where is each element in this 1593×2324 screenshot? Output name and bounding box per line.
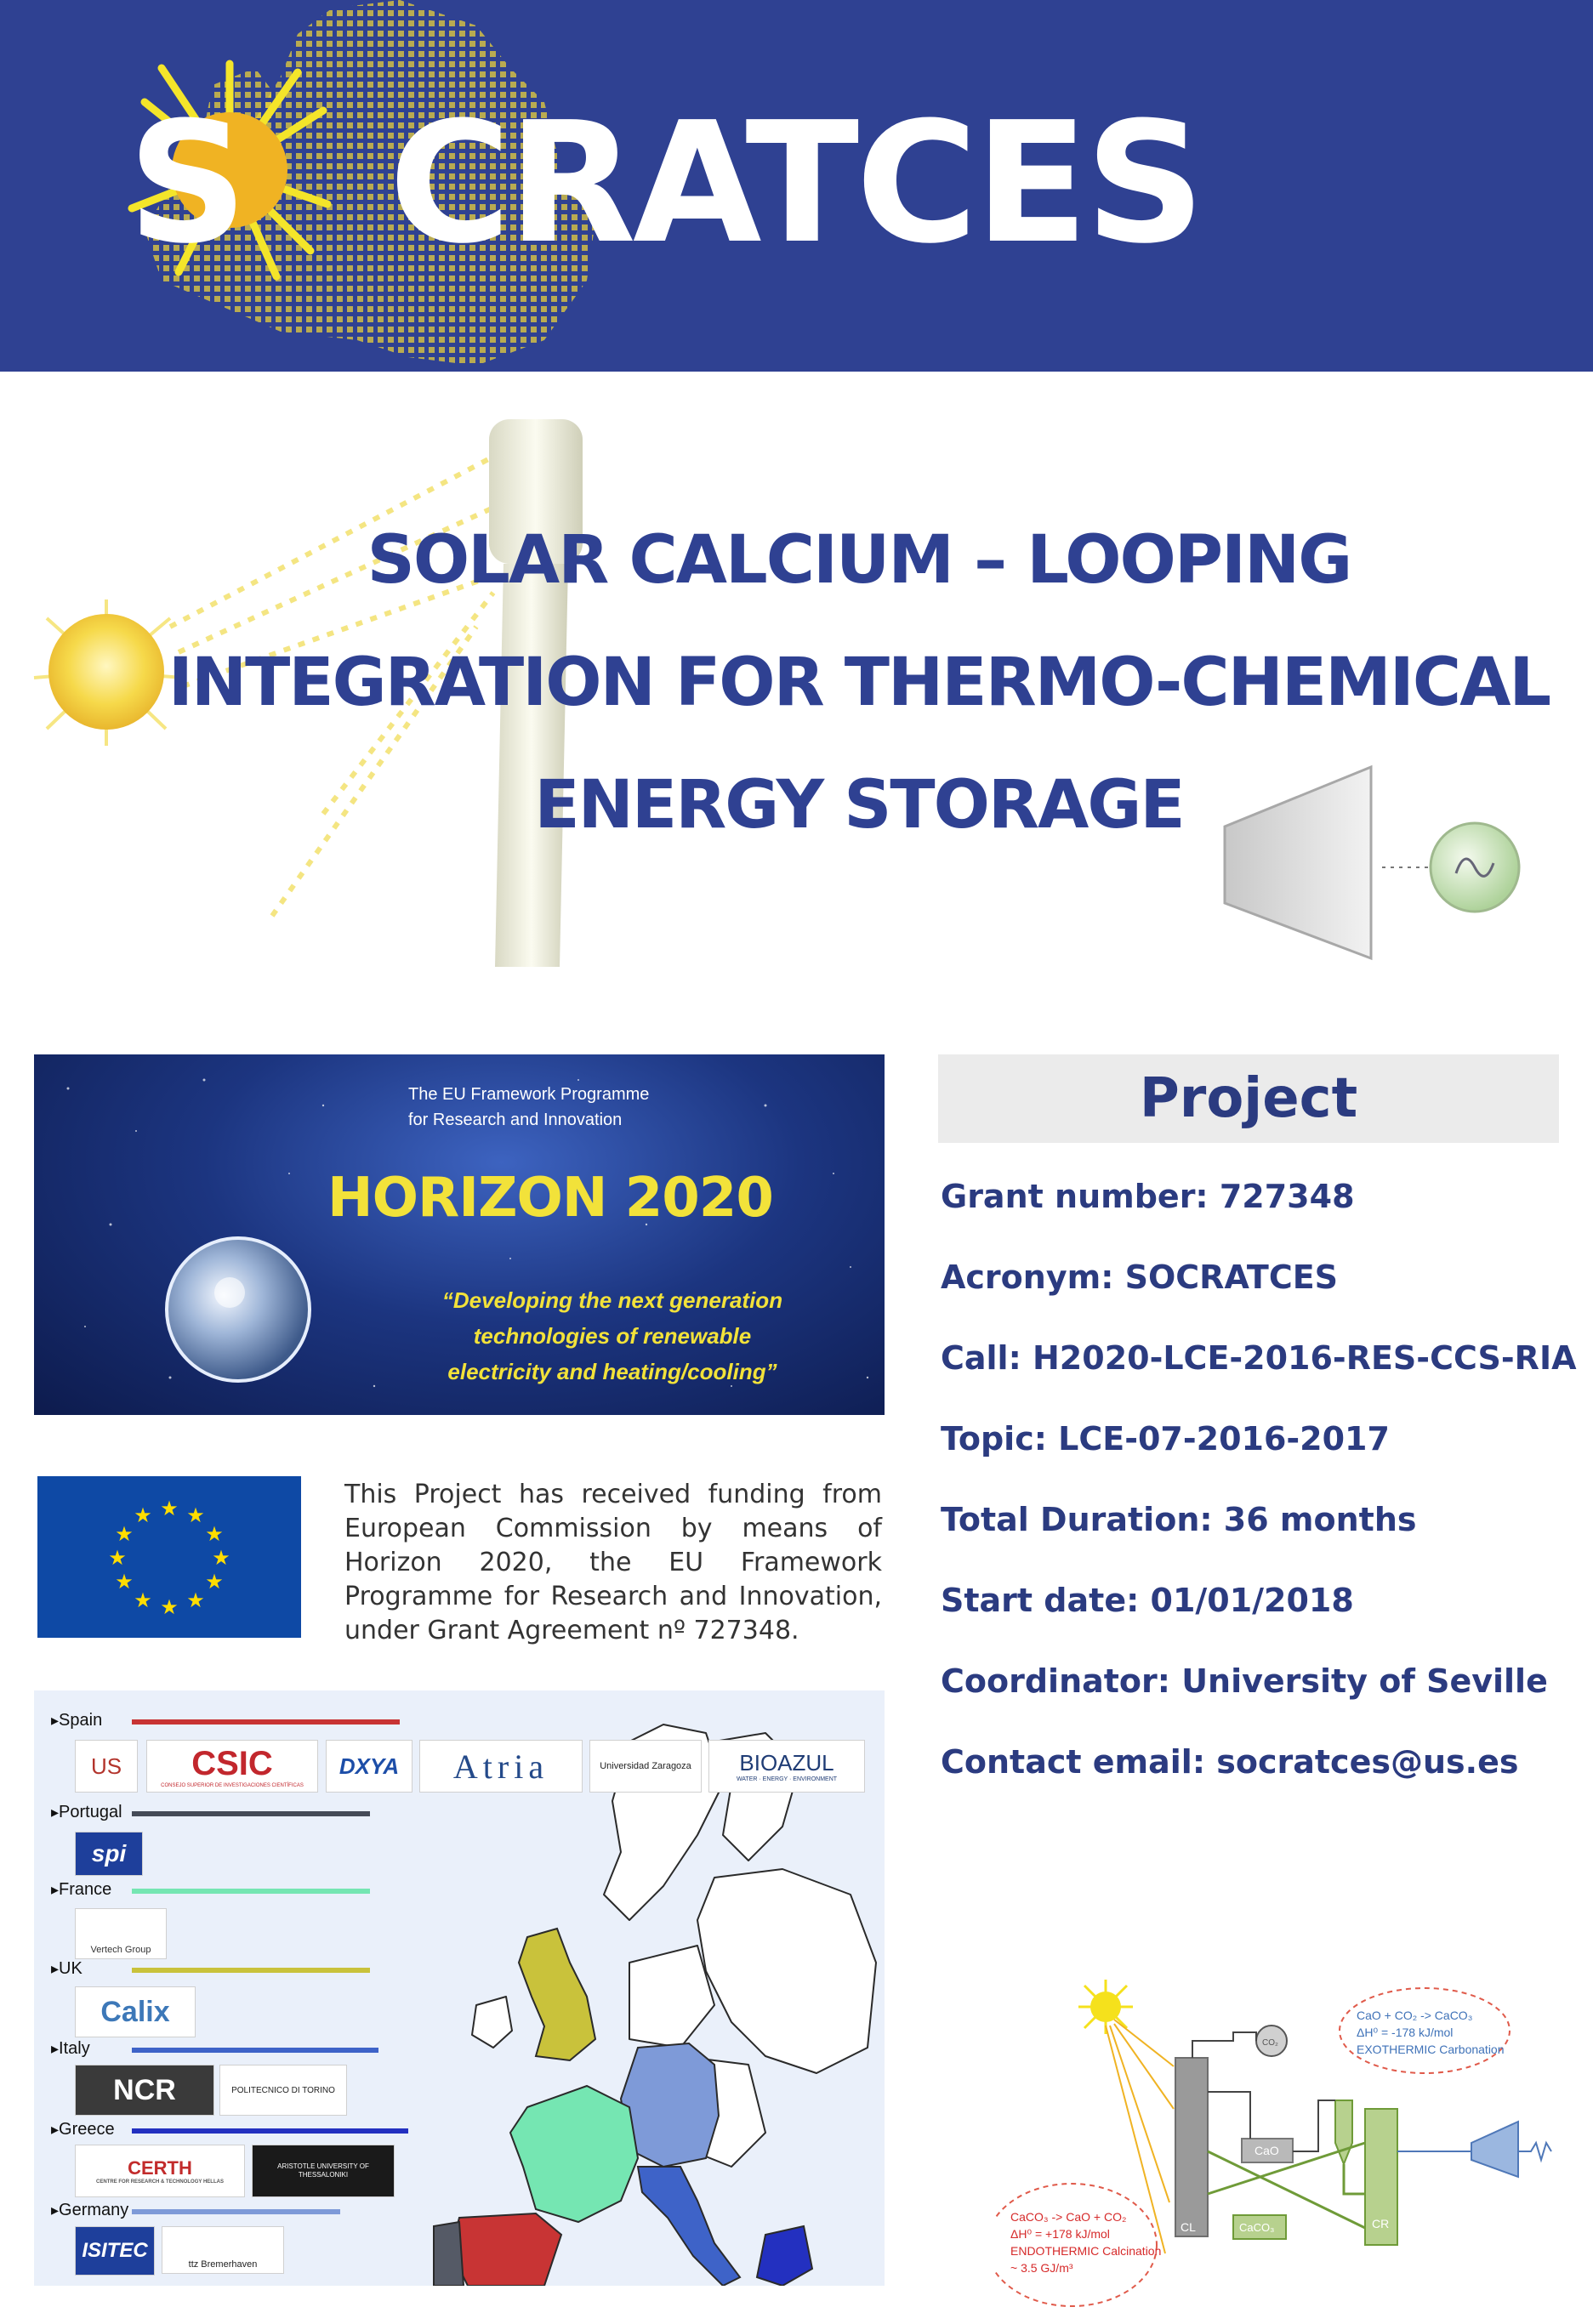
calcination-enthalpy: ΔH⁰ = +178 kJ/mol (1010, 2227, 1110, 2241)
diagram-label-cao: CaO (1254, 2144, 1279, 2157)
svg-text:★: ★ (115, 1522, 134, 1546)
logo-ttz: ttz Bremerhaven (162, 2226, 284, 2274)
logo-certh (75, 2145, 245, 2197)
logo-wordmark (128, 87, 1202, 281)
fact-start-date: Start date: 01/01/2018 (941, 1582, 1354, 1619)
portugal-region (434, 2222, 464, 2286)
logo-text-rest: CRATCES (389, 87, 1202, 281)
calcium-looping-diagram (995, 1973, 1556, 2313)
svg-text:★: ★ (108, 1546, 127, 1570)
country-line-italy (132, 2048, 378, 2053)
fact-contact-email: Contact email: socratces@us.es (941, 1743, 1519, 1781)
carbonation-label: EXOTHERMIC Carbonation (1357, 2043, 1505, 2056)
country-france: ▸ France (51, 1880, 111, 1900)
svg-text:★: ★ (115, 1570, 134, 1594)
country-line-germany (132, 2209, 340, 2214)
fact-topic: Topic: LCE-07-2016-2017 (941, 1420, 1390, 1457)
svg-text:★: ★ (205, 1522, 224, 1546)
project-title: SOLAR CALCIUM – LOOPING INTEGRATION FOR THERMO-CHEMICAL ENERGY STORAGE (168, 522, 1550, 844)
logo-calix: Calix (75, 1986, 196, 2037)
svg-text:★: ★ (186, 1588, 205, 1612)
france-region (510, 2086, 638, 2222)
logo-bioazul (708, 1740, 865, 1793)
logo-dxya: DXYA (326, 1740, 412, 1793)
country-line-spain (132, 1719, 400, 1725)
horizon-quote: “Developing the next generation technologies of renewable electricity and heating/cooling” (441, 1287, 783, 1384)
horizon-2020-banner (34, 1054, 885, 1415)
eu-flag-icon (37, 1476, 301, 1638)
svg-text:★: ★ (134, 1588, 152, 1612)
title-area (0, 372, 1593, 984)
logo-certh-subtext: CENTRE FOR RESEARCH & TECHNOLOGY HELLAS (96, 2179, 224, 2185)
fact-duration: Total Duration: 36 months (941, 1501, 1417, 1538)
partners-map (34, 1690, 885, 2286)
logo-auth: ARISTOTLE UNIVERSITY OF THESSALONIKI (252, 2145, 395, 2197)
country-uk: ▸ UK (51, 1959, 82, 1979)
country-portugal: ▸ Portugal (51, 1803, 122, 1822)
fact-grant-number: Grant number: 727348 (941, 1178, 1355, 1215)
diagram-label-cr: CR (1372, 2217, 1390, 2230)
carbonation-enthalpy: ΔH⁰ = -178 kJ/mol (1357, 2026, 1454, 2039)
logo-us: US (75, 1740, 138, 1793)
logo-text-s: S (128, 87, 245, 281)
logo-certh-text: CERTH (128, 2157, 192, 2179)
country-germany: ▸ Germany (51, 2201, 128, 2220)
italy-region (638, 2167, 740, 2286)
svg-text:★: ★ (160, 1497, 179, 1520)
logo-bioazul-subtext: WATER · ENERGY · ENVIRONMENT (736, 1776, 838, 1782)
svg-text:★: ★ (160, 1595, 179, 1619)
svg-text:★: ★ (186, 1503, 205, 1527)
fact-call: Call: H2020-LCE-2016-RES-CCS-RIA (941, 1339, 1577, 1377)
svg-text:★: ★ (134, 1503, 152, 1527)
country-line-greece (132, 2128, 408, 2134)
logo-unizar: Universidad Zaragoza (589, 1740, 702, 1793)
diagram-label-cl: CL (1181, 2220, 1196, 2234)
logo-vertech: Vertech Group (75, 1908, 167, 1959)
logo-atria: Atria (419, 1740, 583, 1793)
calcination-density: ~ 3.5 GJ/m³ (1010, 2261, 1073, 2275)
country-line-uk (132, 1968, 370, 1973)
logo-csic (146, 1740, 318, 1793)
project-heading: Project (938, 1054, 1559, 1143)
logo-bioazul-text: BIOAZUL (739, 1750, 834, 1776)
horizon-subtitle: The EU Framework Programme for Research and Innovation (408, 1085, 650, 1129)
svg-text:★: ★ (205, 1570, 224, 1594)
logo-ncr: NCR (75, 2065, 214, 2116)
greece-region (757, 2226, 812, 2286)
country-greece: ▸ Greece (51, 2120, 115, 2139)
globe-icon (162, 1233, 315, 1386)
country-line-france (132, 1889, 370, 1894)
uk-region (519, 1929, 595, 2060)
fact-coordinator: Coordinator: University of Seville (941, 1662, 1548, 1700)
header-banner (0, 0, 1593, 372)
logo-spi: spi (75, 1832, 143, 1876)
logo-csic-subtext: CONSEJO SUPERIOR DE INVESTIGACIONES CIENTÍFICAS (161, 1782, 304, 1788)
funding-statement: This Project has received funding from European Commission by means of Horizon 2020, the EU Framework Programme for Research and Innovation, under Grant Agreement nº 727348. (344, 1480, 882, 1645)
logo-polito: POLITECNICO DI TORINO (219, 2065, 347, 2116)
calcination-label: ENDOTHERMIC Calcination (1010, 2244, 1162, 2258)
logo-csic-text: CSIC (191, 1744, 273, 1782)
carbonation-reaction: CaO + CO₂ -> CaCO₃ (1357, 2009, 1473, 2022)
diagram-label-co2: CO₂ (1262, 2038, 1278, 2048)
country-line-portugal (132, 1811, 370, 1816)
svg-text:★: ★ (212, 1546, 230, 1570)
calcination-reaction: CaCO₃ -> CaO + CO₂ (1010, 2210, 1127, 2224)
diagram-label-caco3: CaCO₃ (1239, 2221, 1275, 2234)
country-italy: ▸ Italy (51, 2039, 90, 2059)
fact-acronym: Acronym: SOCRATCES (941, 1259, 1339, 1296)
horizon-title: HORIZON 2020 (327, 1167, 773, 1230)
spain-region (451, 2213, 561, 2286)
country-spain: ▸ Spain (51, 1711, 102, 1730)
logo-isitec: ISITEC (75, 2226, 155, 2276)
